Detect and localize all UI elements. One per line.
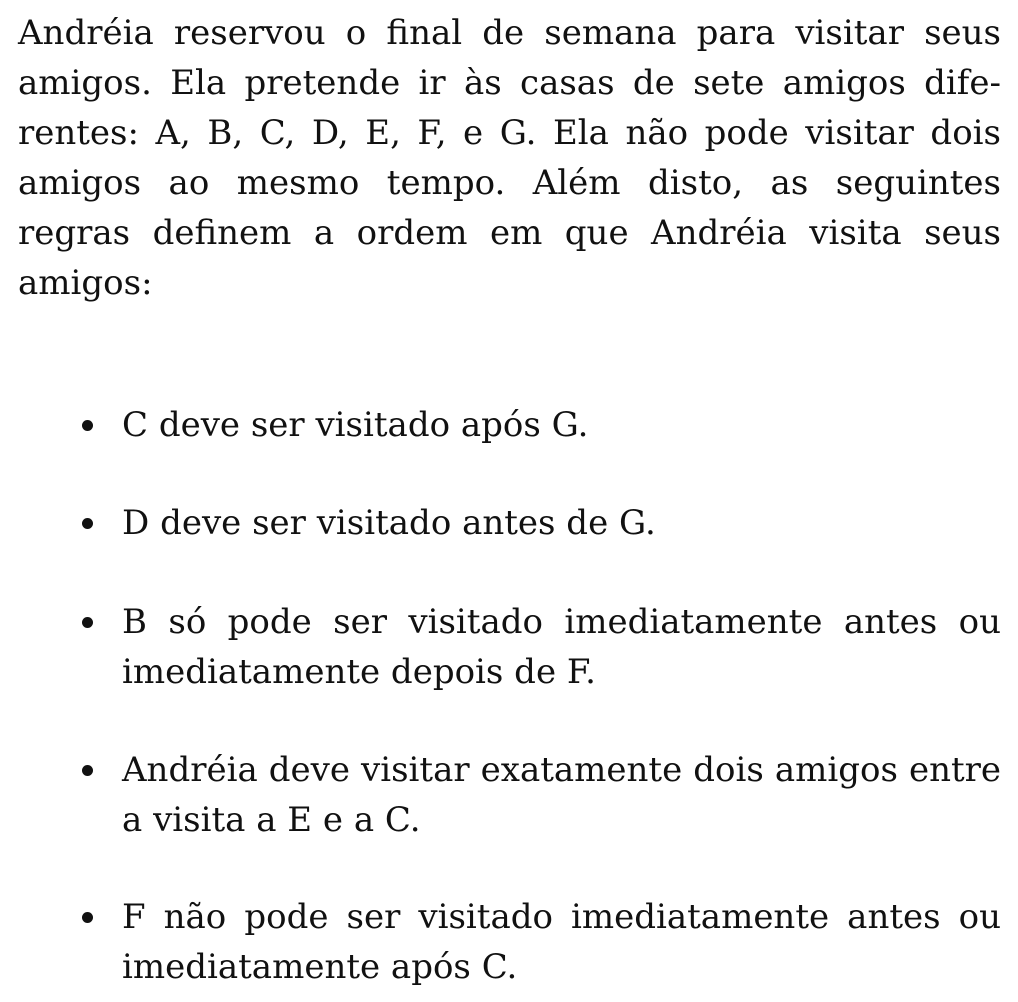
bullet-icon xyxy=(82,420,93,431)
intro-paragraph: Andréia reservou o final de semana para visitar seus amigos. Ela pretende ir às casas de sete amigos diferentes: A, B, C, D, E, F, e G. Ela não pode visitar dois amigos ao mesmo tempo. Além disto, as seguintes regras definem a ordem em que Andréia visita seus amigos: xyxy=(18,13,1001,303)
rule-text: Andréia deve visitar exatamente dois amigos entre a visita a E e a C. xyxy=(122,750,1001,840)
bullet-icon xyxy=(82,617,93,628)
bullet-icon xyxy=(82,518,93,529)
rule-item xyxy=(18,745,1001,845)
rule-text: F não pode ser visitado imediatamente antes ou imediatamente após C. xyxy=(122,897,1001,987)
bullet-icon xyxy=(82,765,93,776)
rule-item xyxy=(18,892,1001,992)
rule-item xyxy=(18,498,1001,548)
rule-text: B só pode ser visitado imediatamente antes ou imediatamente depois de F. xyxy=(122,602,1001,692)
rule-text: D deve ser visitado antes de G. xyxy=(122,503,656,543)
document-page xyxy=(18,8,1001,308)
rule-text: C deve ser visitado após G. xyxy=(122,405,589,445)
bullet-icon xyxy=(82,912,93,923)
rule-item xyxy=(18,597,1001,697)
rule-item xyxy=(18,400,1001,450)
